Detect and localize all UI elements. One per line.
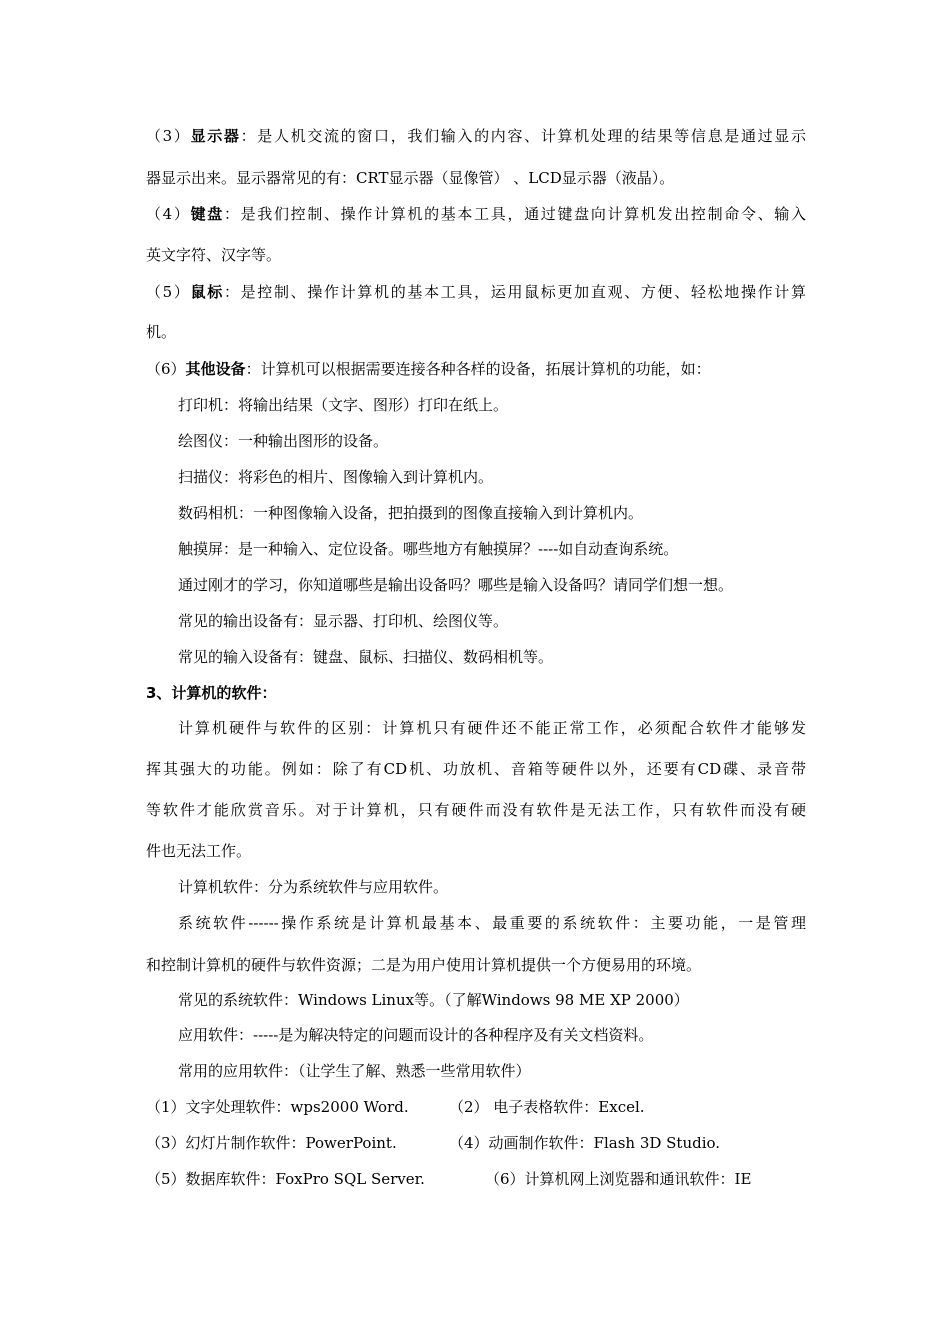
device-line: 打印机：将输出结果（文字、图形）打印在纸上。 — [178, 396, 509, 414]
other-desc: ：计算机可以根据需要连接各种各样的设备，拓展计算机的功能，如： — [245, 360, 711, 378]
software-types-line: 计算机软件：分为系统软件与应用软件。 — [178, 878, 449, 896]
software-diff-line: 计算机硬件与软件的区别：计算机只有硬件还不能正常工作，必须配合软件才能够发 — [178, 719, 806, 737]
application-software-def: 应用软件：-----是为解决特定的问题而设计的各种程序及有关文档资料。 — [178, 1026, 654, 1044]
app-item: （3）幻灯片制作软件：PowerPoint. — [146, 1134, 397, 1152]
app-item: （4）动画制作软件：Flash 3D Studio. — [449, 1134, 721, 1152]
other-para-line1 — [146, 359, 711, 379]
device-line: 常见的输入设备有：键盘、鼠标、扫描仪、数码相机等。 — [178, 648, 554, 666]
display-desc: ：是人机交流的窗口，我们输入的内容、计算机处理的结果等信息是通过显示 — [240, 127, 806, 145]
app-item: （1）文字处理软件：wps2000 Word. — [146, 1098, 409, 1116]
device-line: 数码相机：一种图像输入设备，把拍摄到的图像直接输入到计算机内。 — [178, 504, 644, 522]
device-line: 扫描仪：将彩色的相片、图像输入到计算机内。 — [178, 468, 494, 486]
device-line: 通过刚才的学习，你知道哪些是输出设备吗？哪些是输入设备吗？请同学们想一想。 — [178, 576, 734, 594]
system-software-line: 系统软件------操作系统是计算机最基本、最重要的系统软件：主要功能，一是管理 — [178, 914, 806, 932]
term-keyboard: 键盘 — [190, 205, 224, 223]
item-number: （5） — [146, 283, 191, 301]
term-mouse: 鼠标 — [190, 283, 224, 301]
keyboard-desc: ：是我们控制、操作计算机的基本工具，通过键盘向计算机发出控制命令、输入 — [223, 205, 806, 223]
device-line: 常见的输出设备有：显示器、打印机、绘图仪等。 — [178, 612, 509, 630]
mouse-para-line2: 机。 — [146, 323, 177, 341]
mouse-para-line1 — [146, 282, 806, 302]
section-heading-software: 3、计算机的软件： — [146, 684, 277, 702]
software-diff-line: 等软件才能欣赏音乐。对于计算机，只有硬件而没有软件是无法工作，只有软件而没有硬 — [146, 801, 806, 819]
keyboard-para-line2: 英文字符、汉字等。 — [146, 246, 282, 264]
system-software-line: 和控制计算机的硬件与软件资源；二是为用户使用计算机提供一个方便易用的环境。 — [146, 956, 702, 974]
item-number: （3） — [146, 127, 191, 145]
display-para-line1 — [146, 126, 806, 146]
device-line: 触摸屏：是一种输入、定位设备。哪些地方有触摸屏？----如自动查询系统。 — [178, 540, 679, 558]
software-diff-line: 件也无法工作。 — [146, 842, 252, 860]
item-number: （6） — [146, 360, 186, 378]
app-item: （6）计算机网上浏览器和通讯软件：IE — [485, 1170, 752, 1188]
item-number: （4） — [146, 205, 191, 223]
term-display: 显示器 — [190, 127, 241, 145]
app-item: （5）数据库软件：FoxPro SQL Server. — [146, 1170, 425, 1188]
device-line: 绘图仪：一种输出图形的设备。 — [178, 432, 389, 450]
common-app-intro: 常用的应用软件：（让学生了解、熟悉一些常用软件） — [178, 1062, 531, 1080]
common-system-software: 常见的系统软件：Windows Linux等。（了解Windows 98 ME XP 2000） — [178, 991, 689, 1009]
display-para-line2: 器显示出来。显示器常见的有：CRT显示器（显像管） 、LCD显示器（液晶）。 — [146, 169, 675, 187]
mouse-desc: ：是控制、操作计算机的基本工具，运用鼠标更加直观、方便、轻松地操作计算 — [223, 283, 806, 301]
keyboard-para-line1 — [146, 204, 806, 224]
software-diff-line: 挥其强大的功能。例如：除了有CD机、功放机、音箱等硬件以外，还要有CD碟、录音带 — [146, 760, 806, 778]
term-other-devices: 其他设备 — [185, 360, 246, 378]
app-item: （2） 电子表格软件：Excel. — [449, 1098, 645, 1116]
